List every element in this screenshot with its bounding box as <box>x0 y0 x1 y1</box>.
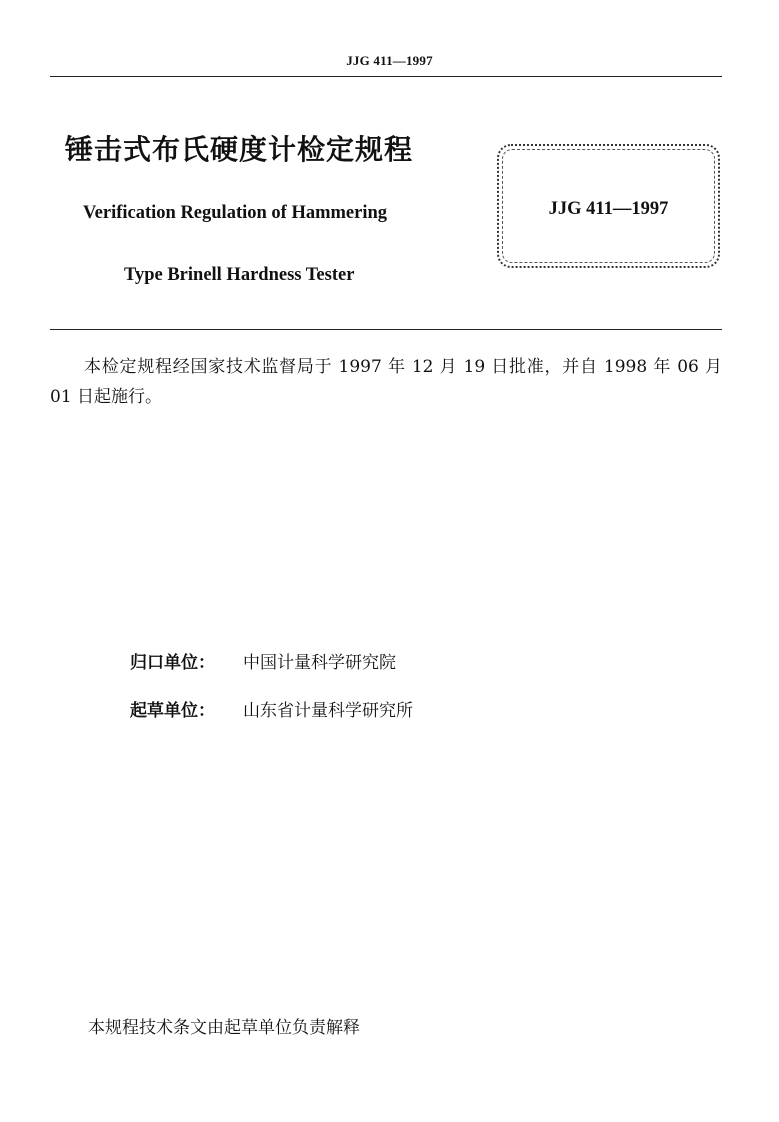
header-divider <box>50 76 722 77</box>
document-title-chinese: 锤击式布氏硬度计检定规程 <box>65 133 414 166</box>
section-divider <box>50 329 722 330</box>
approval-statement: 本检定规程经国家技术监督局于 1997 年 12 月 19 日批准，并自 1998 年 06 月 01 日起施行。 <box>50 357 722 407</box>
standard-code-label: JJG 411—1997 <box>548 199 669 219</box>
interpretation-note: 本规程技术条文由起草单位负责解释 <box>88 1018 360 1038</box>
document-title-english-line-2: Type Brinell Hardness Tester <box>124 265 355 285</box>
responsible-organization-row <box>130 648 396 673</box>
header-standard-code: JJG 411—1997 <box>346 53 433 68</box>
drafting-organization-label: 起草单位： <box>130 701 215 721</box>
drafting-organization-row <box>130 696 413 721</box>
drafting-organization-value: 山东省计量科学研究所 <box>243 701 413 721</box>
responsible-organization-value: 中国计量科学研究院 <box>243 653 396 673</box>
responsible-organization-label: 归口单位： <box>130 653 215 673</box>
standard-code-frame <box>497 144 720 268</box>
document-title-english-line-1: Verification Regulation of Hammering <box>83 203 388 223</box>
